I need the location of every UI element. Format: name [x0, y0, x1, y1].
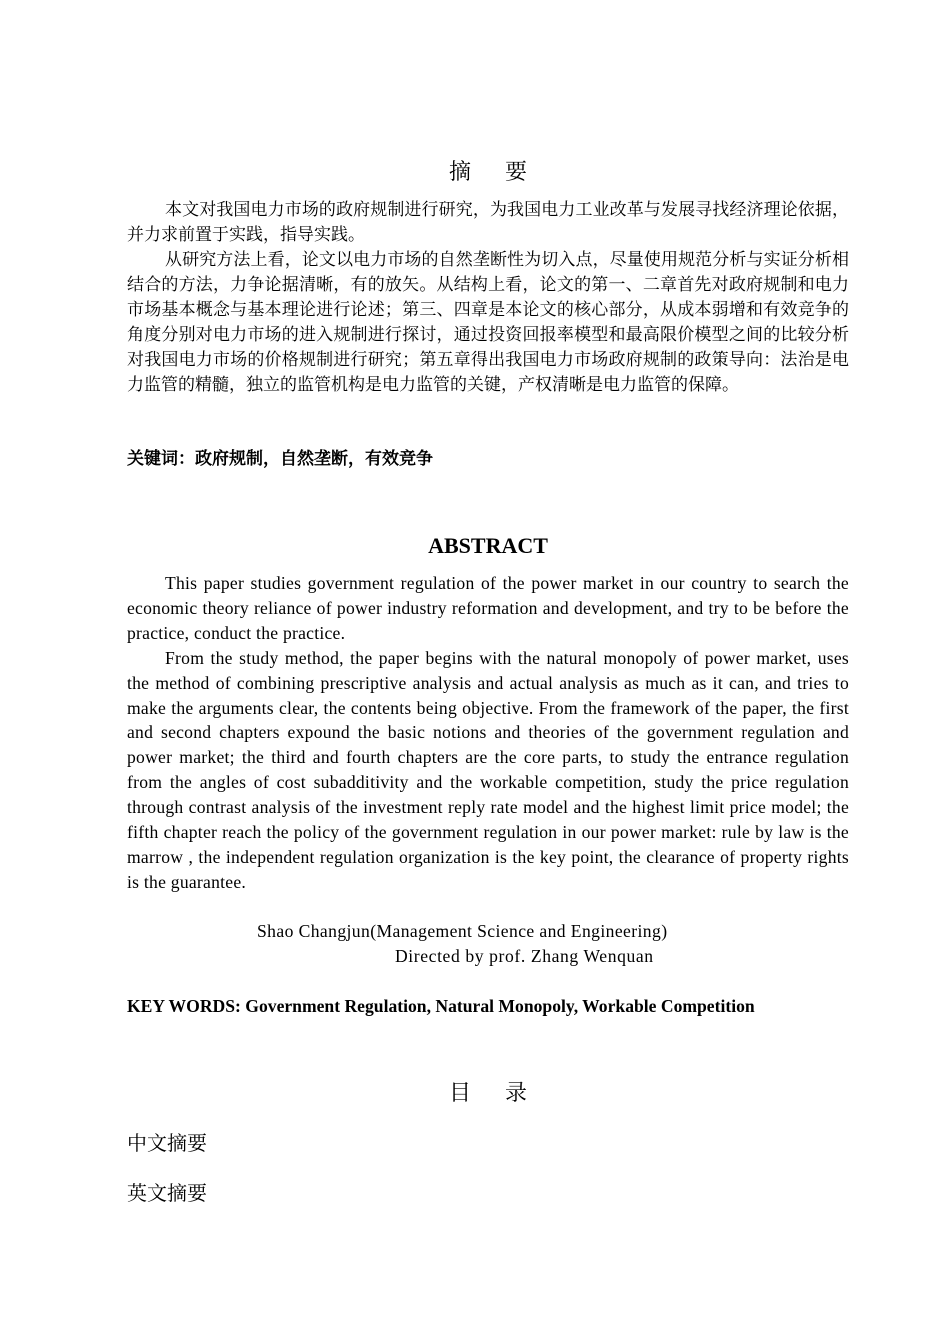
toc-title: 目录 — [448, 1081, 561, 1106]
toc-item-cn-abstract[interactable]: 中文摘要 — [127, 1131, 207, 1155]
cn-abstract-paragraph-2: 从研究方法上看，论文以电力市场的自然垄断性为切入点，尽量使用规范分析与实证分析相结合的方法，力争论据清晰，有的放矢。从结构上看，论文的第一、二章首先对政府规制和电力市场基本概念与基本理论进行论述；第三、四章是本论文的核心部分，从成本弱增和有效竞争的角度分别对电力市场的进入规制进行探讨，通过投资回报率模型和最高限价模型之间的比较分析对我国电力市场的价格规制进行研究；第五章得出我国电力市场政府规制的政策导向：法治是电力监管的精髓，独立的监管机构是电力监管的关键，产权清晰是电力监管的保障。 — [127, 250, 849, 395]
en-keywords: KEY WORDS: Government Regulation, Natural Monopoly, Workable Competition — [127, 996, 755, 1016]
director-line: Directed by prof. Zhang Wenquan — [395, 946, 654, 966]
cn-abstract-title: 摘要 — [448, 160, 561, 185]
en-abstract-title: ABSTRACT — [428, 533, 548, 558]
cn-keywords: 关键词：政府规制，自然垄断，有效竞争 — [127, 449, 433, 469]
toc-item-en-abstract[interactable]: 英文摘要 — [127, 1181, 207, 1205]
en-abstract-body — [127, 571, 849, 895]
cn-abstract-paragraph-1: 本文对我国电力市场的政府规制进行研究，为我国电力工业改革与发展寻找经济理论依据，并力求前置于实践，指导实践。 — [127, 200, 849, 245]
author-line: Shao Changjun(Management Science and Engineering) — [257, 921, 668, 941]
en-abstract-paragraph-1: This paper studies government regulation of the power market in our country to search the economic theory reliance of power industry reformation and development, and try to be before the practice, conduct the practice. — [127, 573, 849, 643]
cn-abstract-body — [127, 198, 849, 398]
en-abstract-paragraph-2: From the study method, the paper begins with the natural monopoly of power market, uses the method of combining prescriptive analysis and actual analysis as much as it can, and tries to make the arguments clear, the contents being objective. From the framework of the paper, the first and second chapters expound the basic notions and theories of the government regulation and power market; the third and fourth chapters are the core parts, to study the entrance regulation from the angles of cost subadditivity and the workable competition, study the price regulation through contrast analysis of the investment reply rate model and the highest limit price model; the fifth chapter reach the policy of the government regulation in our power market: rule by law is the marrow , the independent regulation organization is the key point, the clearance of property rights is the guarantee. — [127, 647, 849, 892]
